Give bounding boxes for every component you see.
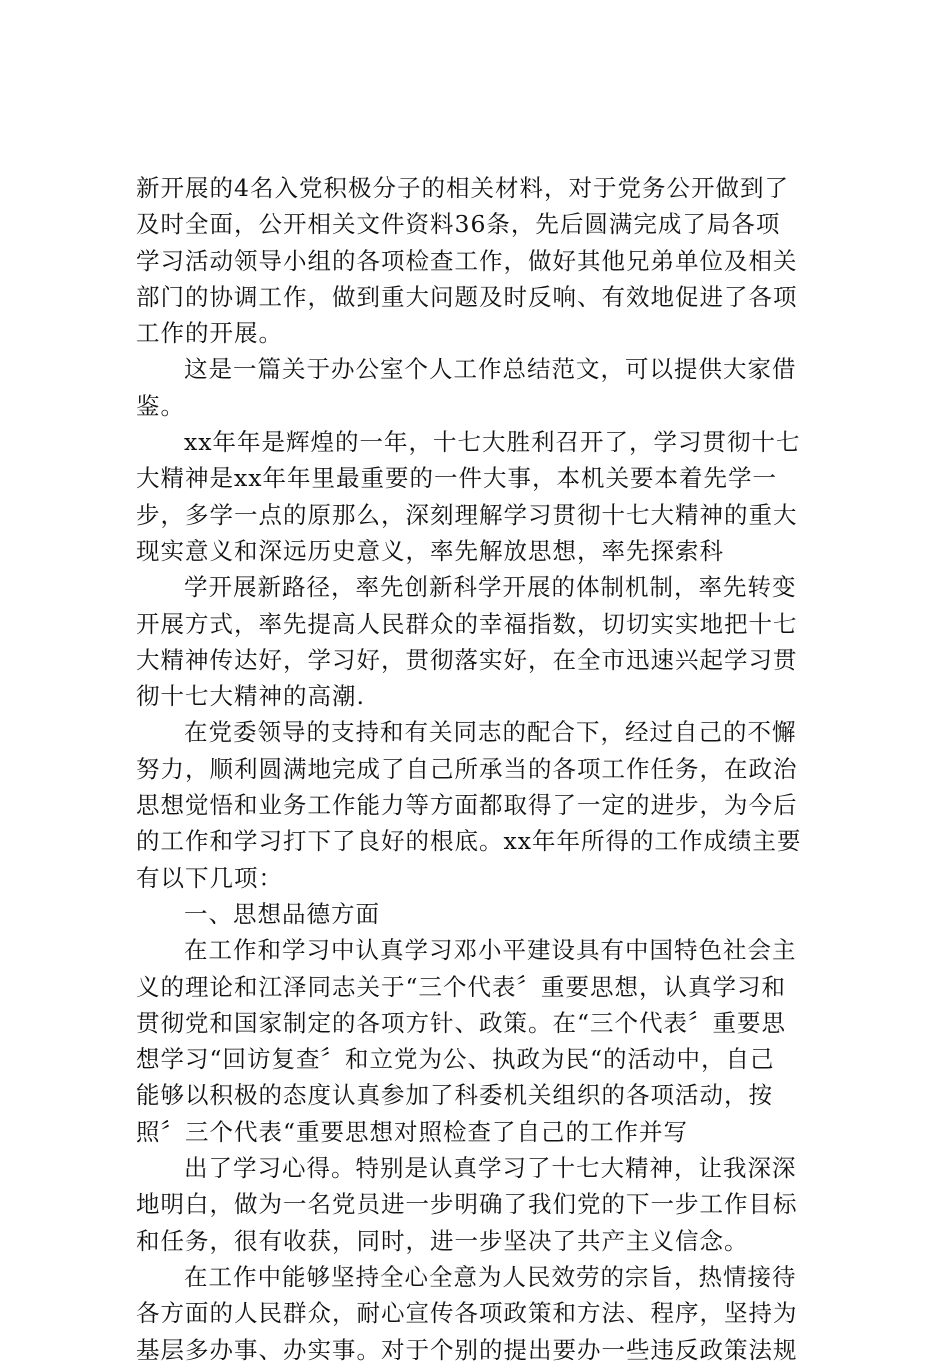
text-line: 各方面的人民群众，耐心宣传各项政策和方法、程序，坚持为 bbox=[136, 1299, 798, 1328]
text-line: 有以下几项： bbox=[136, 863, 283, 892]
text-line: 学开展新路径，率先创新科学开展的体制机制，率先转变 bbox=[184, 573, 797, 602]
text-line: 在工作中能够坚持全心全意为人民效劳的宗旨，热情接待 bbox=[184, 1262, 797, 1291]
text-line: 这是一篇关于办公室个人工作总结范文，可以提供大家借 bbox=[184, 355, 797, 384]
text-line: 想学习“回访复查〞和立党为公、执政为民“的活动中，自己 bbox=[136, 1045, 775, 1074]
text-line: 一、思想品德方面 bbox=[184, 899, 380, 928]
text-line: 地明白，做为一名党员进一步明确了我们党的下一步工作目标 bbox=[136, 1190, 798, 1219]
text-line: 能够以积极的态度认真参加了科委机关组织的各项活动，按 bbox=[136, 1081, 773, 1110]
text-line: 基层多办事、办实事。对于个别的提出要办一些违反政策法规 bbox=[136, 1335, 798, 1364]
text-line: 及时全面，公开相关文件资料36条，先后圆满完成了局各项 bbox=[136, 210, 781, 239]
text-line: 贯彻党和国家制定的各项方针、政策。在“三个代表〞重要思 bbox=[136, 1008, 787, 1037]
text-line: 努力，顺利圆满地完成了自己所承当的各项工作任务，在政治 bbox=[136, 754, 798, 783]
text-line: 彻十七大精神的高潮. bbox=[136, 682, 365, 711]
text-line: 在工作和学习中认真学习邓小平建设具有中国特色社会主 bbox=[184, 936, 797, 965]
text-line: 开展方式，率先提高人民群众的幸福指数，切切实实地把十七 bbox=[136, 609, 798, 638]
text-line: 和任务，很有收获，同时，进一步坚决了共产主义信念。 bbox=[136, 1226, 749, 1255]
text-line: 工作的开展。 bbox=[136, 319, 283, 348]
text-line: 出了学习心得。特别是认真学习了十七大精神，让我深深 bbox=[184, 1154, 797, 1183]
text-line: 学习活动领导小组的各项检查工作，做好其他兄弟单位及相关 bbox=[136, 246, 798, 275]
text-line: 思想觉悟和业务工作能力等方面都取得了一定的进步，为今后 bbox=[136, 791, 798, 820]
text-line: 新开展的4名入党积极分子的相关材料，对于党务公开做到了 bbox=[136, 174, 789, 202]
text-line: 的工作和学习打下了良好的根底。xx年年所得的工作成绩主要 bbox=[136, 827, 802, 856]
text-line: 大精神传达好，学习好，贯彻落实好，在全市迅速兴起学习贯 bbox=[136, 645, 798, 674]
text-line: 大精神是xx年年里最重要的一件大事，本机关要本着先学一 bbox=[136, 464, 778, 493]
text-line: 现实意义和深远历史意义，率先解放思想，率先探索科 bbox=[136, 536, 724, 565]
text-line: 鉴。 bbox=[136, 391, 185, 420]
text-line: 义的理论和江泽同志关于“三个代表〞重要思想，认真学习和 bbox=[136, 972, 787, 1001]
text-line: 在党委领导的支持和有关同志的配合下，经过自己的不懈 bbox=[184, 718, 797, 747]
document-body-text bbox=[136, 170, 826, 1368]
text-line: 部门的协调工作，做到重大问题及时反响、有效地促进了各项 bbox=[136, 282, 798, 311]
text-line: 照〞三个代表“重要思想对照检查了自己的工作并写 bbox=[136, 1117, 689, 1146]
text-line: xx年年是辉煌的一年，十七大胜利召开了，学习贯彻十七 bbox=[184, 428, 801, 457]
text-line: 步，多学一点的原那么，深刻理解学习贯彻十七大精神的重大 bbox=[136, 500, 798, 529]
